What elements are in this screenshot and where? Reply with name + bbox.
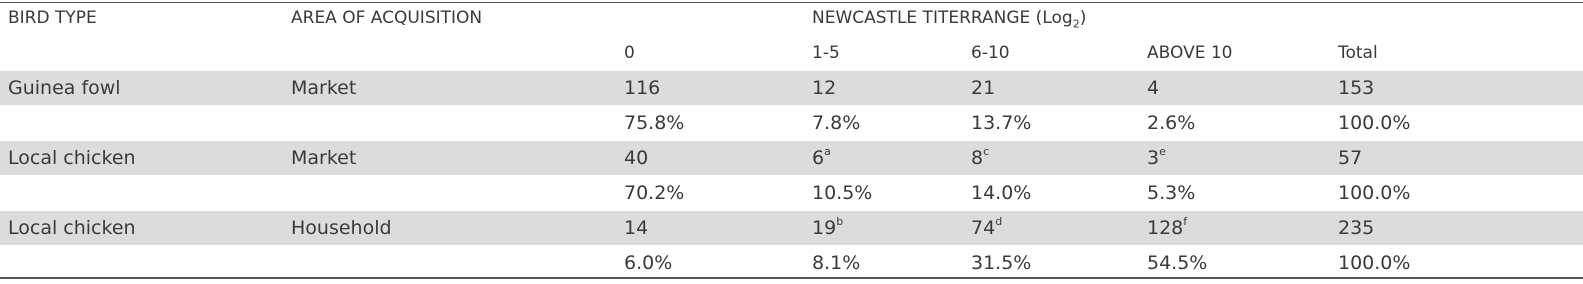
percent-cell: 100.0% [1338,252,1411,274]
count-cell: 40 [624,147,649,169]
bird-type-cell: Guinea fowl [8,77,121,99]
percent-cell: 13.7% [971,112,1032,134]
table-row [0,246,1583,280]
subheader-6-10: 6-10 [971,43,1010,63]
subheader-above-10: ABOVE 10 [1147,43,1233,63]
footnote-marker: a [824,144,831,158]
count-cell: 74$^d$ [971,214,1003,239]
count-cell: 3e [1147,144,1166,169]
bird-type-cell: Local chicken [8,147,136,169]
header-bird-type: BIRD TYPE [8,8,97,28]
count-cell: 19$^b$ [812,214,844,239]
table-row [0,141,1583,175]
footnote-marker: e [1159,144,1166,158]
count-cell: 21 [971,77,996,99]
header-row [0,1,1583,35]
count-cell: 6$^a$ [812,144,831,169]
percent-cell: 5.3% [1147,182,1196,204]
subheader-row [0,36,1583,70]
percent-cell: 100.0% [1338,112,1411,134]
percent-cell: 8.1% [812,252,861,274]
table-bottom-rule [0,277,1583,279]
count-cell: 116 [624,77,661,99]
footnote-marker: d [995,214,1003,228]
bird-type-cell: Local chicken [8,217,136,239]
area-cell: Market [291,147,357,169]
footnote-marker: c [983,144,990,158]
table-row [0,176,1583,210]
count-cell: 8$^c$ [971,144,990,169]
count-cell: 235 [1338,217,1375,239]
percent-cell: 10.5% [812,182,873,204]
percent-cell: 75.8% [624,112,685,134]
subheader-total: Total [1338,43,1378,63]
header-titer-range: NEWCASTLE TITERRANGE (Log$_2$) [812,8,1087,31]
percent-cell: 2.6% [1147,112,1196,134]
percent-cell: 14.0% [971,182,1032,204]
count-cell: 57 [1338,147,1363,169]
count-cell: 14 [624,217,649,239]
footnote-marker: f [1183,214,1188,228]
footnote-marker: b [836,214,844,228]
percent-cell: 70.2% [624,182,685,204]
count-cell: 153 [1338,77,1375,99]
area-cell: Market [291,77,357,99]
header-area-of-acquisition: AREA OF ACQUISITION [291,8,483,28]
percent-cell: 31.5% [971,252,1032,274]
table-row [0,106,1583,140]
count-cell: 4 [1147,77,1160,99]
table-row [0,71,1583,105]
table-row [0,211,1583,245]
percent-cell: 7.8% [812,112,861,134]
subheader-0: 0 [624,43,635,63]
count-cell: 128$^f$ [1147,214,1188,239]
percent-cell: 100.0% [1338,182,1411,204]
subheader-1-5: 1-5 [812,43,840,63]
count-cell: 12 [812,77,837,99]
percent-cell: 54.5% [1147,252,1208,274]
percent-cell: 6.0% [624,252,673,274]
area-cell: Household [291,217,392,239]
